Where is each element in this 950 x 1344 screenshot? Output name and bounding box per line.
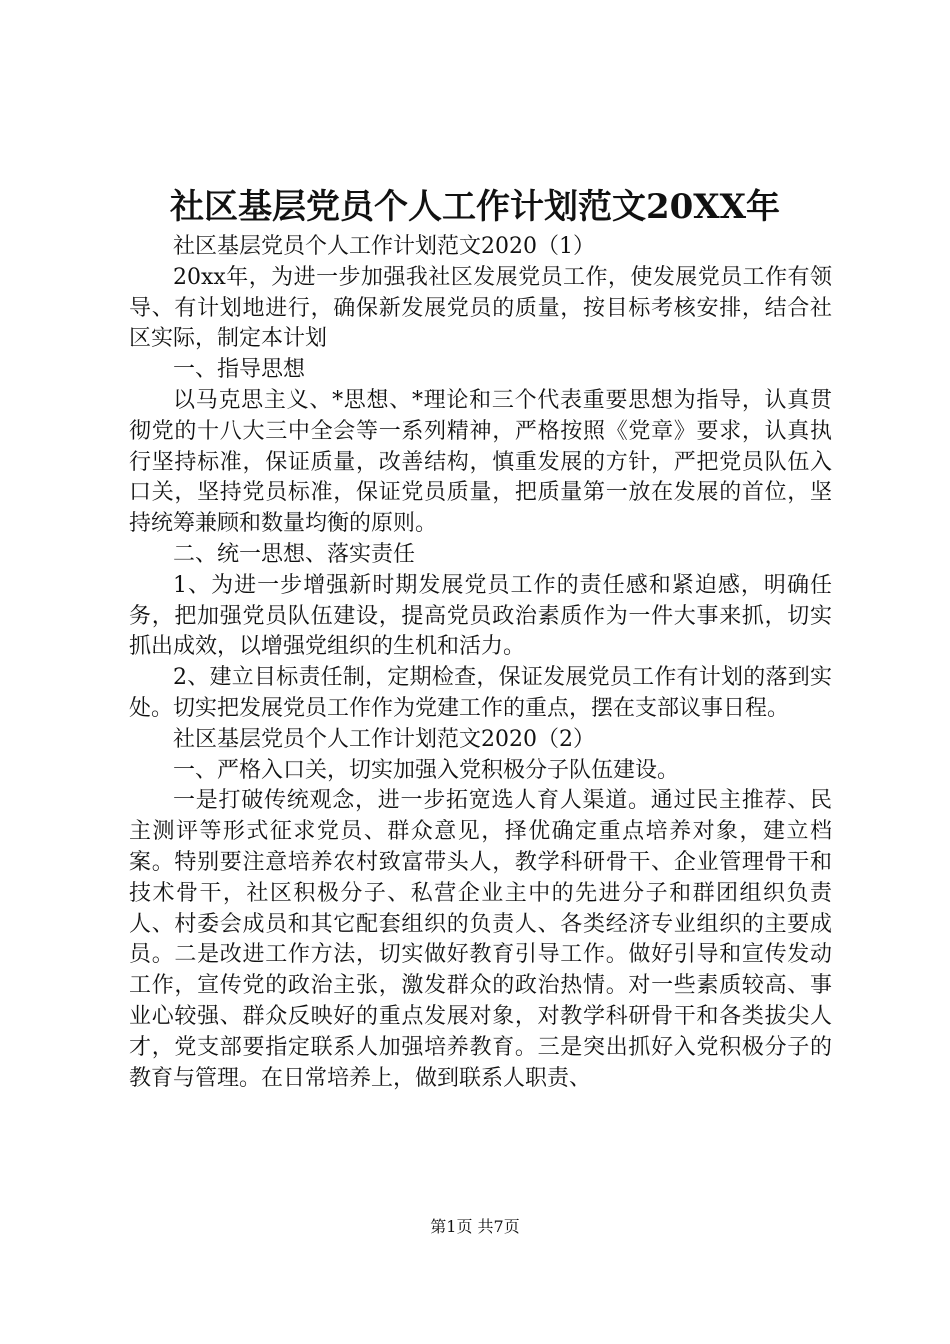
body-paragraph: 20xx年，为进一步加强我社区发展党员工作，使发展党员工作有领导、有计划地进行，确保新发展党员的质量，按目标考核安排，结合社区实际，制定本计划 xyxy=(129,264,832,352)
document-body xyxy=(129,232,832,1094)
section-heading: 一、指导思想 xyxy=(173,357,306,383)
body-paragraph: 1、为进一步增强新时期发展党员工作的责任感和紧迫感，明确任务，把加强党员队伍建设，提高党员政治素质作为一件大事来抓，切实抓出成效，以增强党组织的生机和活力。 xyxy=(129,572,832,660)
section-heading: 二、统一思想、落实责任 xyxy=(173,541,416,567)
section-heading: 社区基层党员个人工作计划范文2020（2） xyxy=(173,726,595,752)
page-footer: 第1页 共7页 xyxy=(430,1217,520,1236)
section-heading: 一、严格入口关，切实加强入党积极分子队伍建设。 xyxy=(173,757,680,783)
document-title: 社区基层党员个人工作计划范文20XX年 xyxy=(169,187,781,227)
body-paragraph: 一是打破传统观念，进一步拓宽选人育人渠道。通过民主推荐、民主测评等形式征求党员、群众意见，择优确定重点培养对象，建立档案。特别要注意培养农村致富带头人，教学科研骨干、企业管理骨干和技术骨干，社区积极分子、私营企业主中的先进分子和群团组织负责人、村委会成员和其它配套组织的负责人、各类经济专业组织的主要成员。二是改进工作方法，切实做好教育引导工作。做好引导和宣传发动工作，宣传党的政治主张，激发群众的政治热情。对一些素质较高、事业心较强、群众反映好的重点发展对象，对教学科研骨干和各类拔尖人才，党支部要指定联系人加强培养教育。三是突出抓好入党积极分子的教育与管理。在日常培养上，做到联系人职责、 xyxy=(129,788,832,1091)
body-paragraph: 2、建立目标责任制，定期检查，保证发展党员工作有计划的落到实处。切实把发展党员工作作为党建工作的重点，摆在支部议事日程。 xyxy=(129,665,832,721)
section-heading: 社区基层党员个人工作计划范文2020（1） xyxy=(173,234,595,259)
body-paragraph: 以马克思主义、*思想、*理论和三个代表重要思想为指导，认真贯彻党的十八大三中全会等一系列精神，严格按照《党章》要求，认真执行坚持标准，保证质量，改善结构，慎重发展的方针，严把党员队伍入口关，坚持党员标准，保证党员质量，把质量第一放在发展的首位，坚持统筹兼顾和数量均衡的原则。 xyxy=(129,387,832,537)
